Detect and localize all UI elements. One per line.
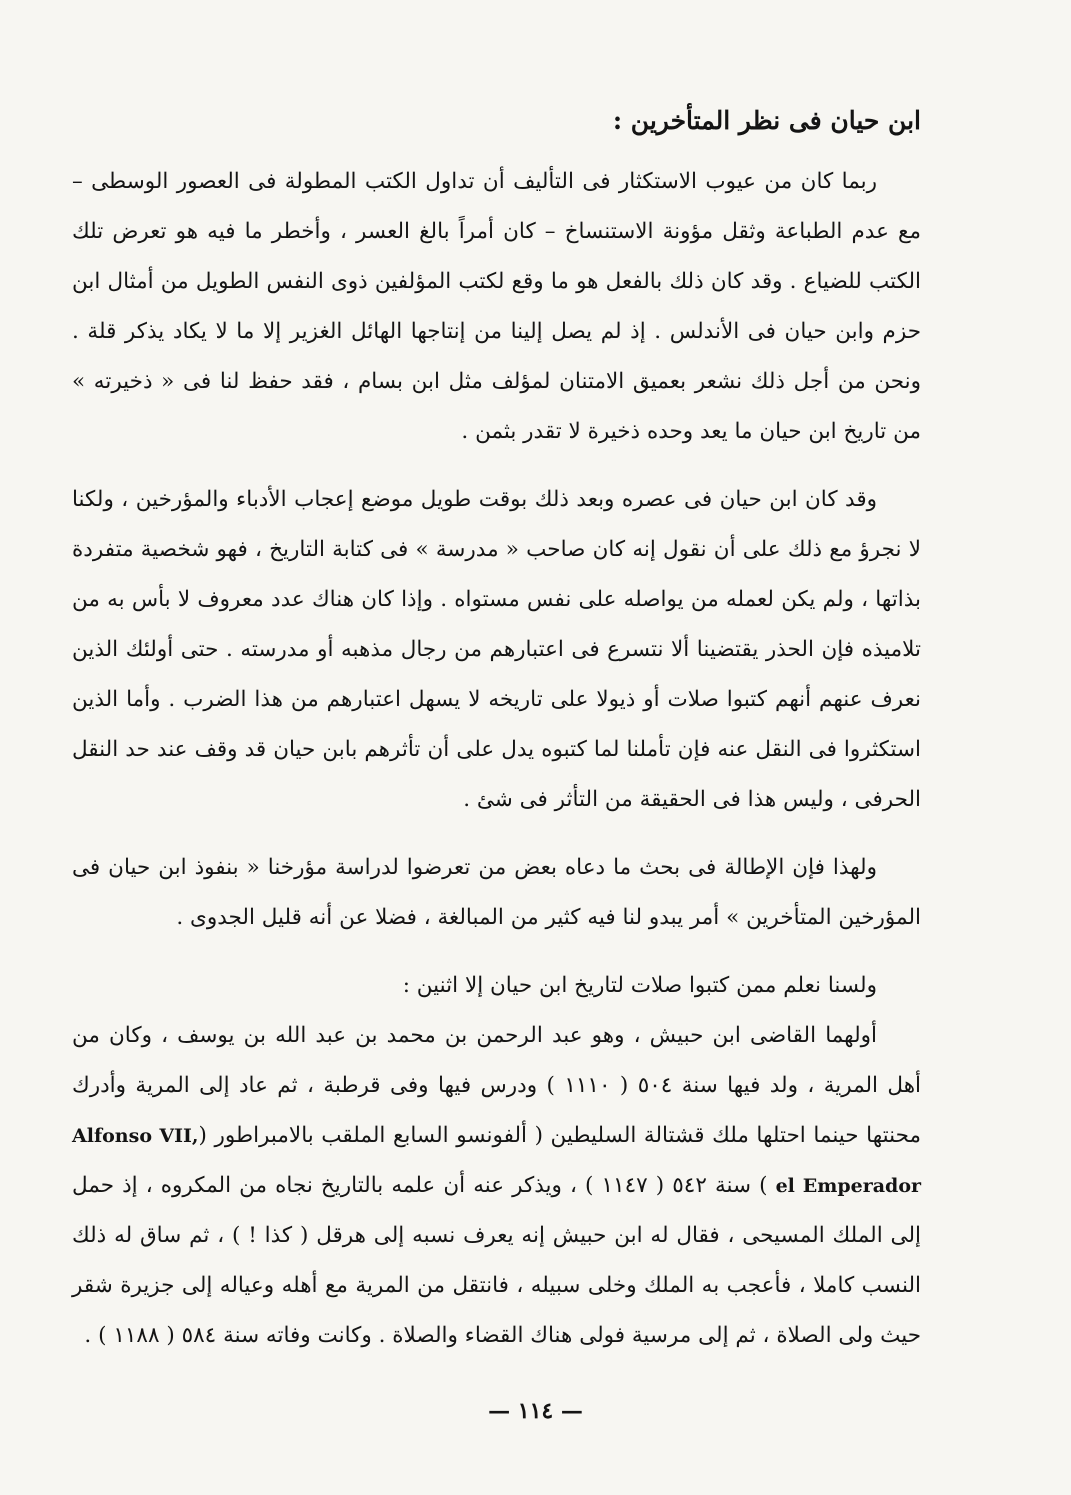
paragraph-2: وقد كان ابن حيان فى عصره وبعد ذلك بوقت طويل موضع إعجاب الأدباء والمؤرخين ، ولكنا لا نجرؤ مع ذلك على أن نقول إنه كان صاحب « مدرسة » فى كتابة التاريخ ، فهو شخصية متفردة بذاتها ، ولم يكن لعمله من يواصله على نفس مستواه . وإذا كان هناك عدد معروف لا بأس به من تلاميذه فإن الحذر يقتضينا ألا نتسرع فى اعتبارهم من رجال مذهبه أو مدرسته . حتى أولئك الذين نعرف عنهم أنهم كتبوا صلات أو ذيولا على تاريخه لا يسهل اعتبارهم من هذا الضرب . وأما الذين استكثروا فى النقل عنه فإن تأملنا لما كتبوه يدل على أن تأثرهم بابن حيان قد وقف عند حد النقل الحرفى ، وليس هذا فى الحقيقة من التأثر فى شئ .	[72, 487, 921, 812]
paragraph-3: ولهذا فإن الإطالة فى بحث ما دعاه بعض من تعرضوا لدراسة مؤرخنا « بنفوذ ابن حيان فى المؤرخين المتأخرين » أمر يبدو لنا فيه كثير من المبالغة ، فضلا عن أنه قليل الجدوى .	[72, 855, 921, 930]
paragraph-5-part-2: ) سنة ٥٤٢ ( ١١٤٧ ) ، ويذكر عنه أن علمه بالتاريخ نجاه من المكروه ، إذ حمل إلى الملك المسيحى ، فقال له ابن حبيش إنه يعرف نسبه إلى هرقل ( كذا ! ) ، ثم ساق له ذلك النسب كاملا ، فأعجب به الملك وخلى سبيله ، فانتقل من المرية مع أهله وعياله إلى جزيرة شقر حيث ولى الصلاة ، ثم إلى مرسية فولى هناك القضاء والصلاة . وكانت وفاته سنة ٥٨٤ ( ١١٨٨ ) .	[72, 1173, 921, 1348]
paragraph-5-part-1: أولهما القاضى ابن حبيش ، وهو عبد الرحمن بن محمد بن عبد الله بن يوسف ، وكان من أهل المرية ، ولد فيها سنة ٥٠٤ ( ١١١٠ ) ودرس فيها وفى قرطبة ، ثم عاد إلى المرية وأدرك محنتها حينما احتلها ملك قشتالة السليطين ( ألفونسو السابع الملقب بالامبراطور	[72, 1023, 922, 1148]
paragraph-1: ربما كان من عيوب الاستكثار فى التأليف أن تداول الكتب المطولة فى العصور الوسطى – مع عدم الطباعة وثقل مؤونة الاستنساخ – كان أمراً بالغ العسر ، وأخطر ما فيه هو تعرض تلك الكتب للضياع . وقد كان ذلك بالفعل هو ما وقع لكتب المؤلفين ذوى النفس الطويل من أمثال ابن حزم وابن حيان فى الأندلس . إذ لم يصل إلينا من إنتاجها الهائل الغزير إلا ما لا يكاد يذكر قلة . ونحن من أجل ذلك نشعر بعميق الامتنان لمؤلف مثل ابن بسام ، فقد حفظ لنا فى « ذخيرته » من تاريخ ابن حيان ما يعد وحده ذخيرة لا تقدر بثمن .	[72, 169, 921, 444]
paragraph-4: ولسنا نعلم ممن كتبوا صلات لتاريخ ابن حيان إلا اثنين :	[402, 973, 877, 998]
paragraph-5: أولهما القاضى ابن حبيش ، وهو عبد الرحمن بن محمد بن عبد الله بن يوسف ، وكان من أهل المرية ، ولد فيها سنة ٥٠٤ ( ١١١٠ ) ودرس فيها وفى قرطبة ، ثم عاد إلى المرية وأدرك محنتها حينما احتلها ملك قشتالة السليطين ( ألفونسو السابع الملقب بالامبراطور (Alfonso VII, el Emperador ) سنة ٥٤٢ ( ١١٤٧ ) ، ويذكر عنه أن علمه بالتاريخ نجاه من المكروه ، إذ حمل إلى الملك المسيحى ، فقال له ابن حبيش إنه يعرف نسبه إلى هرقل ( كذا ! ) ، ثم ساق له ذلك النسب كاملا ، فأعجب به الملك وخلى سبيله ، فانتقل من المرية مع أهله وعياله إلى جزيرة شقر حيث ولى الصلاة ، ثم إلى مرسية فولى هناك القضاء والصلاة . وكانت وفاته سنة ٥٨٤ ( ١١٨٨ ) .	[72, 1023, 922, 1348]
section-heading: ابن حيان فى نظر المتأخرين :	[612, 106, 921, 135]
page-number: — ١١٤ —	[488, 1398, 583, 1424]
latin-name: Alfonso VII, el Emperador	[72, 1125, 921, 1197]
